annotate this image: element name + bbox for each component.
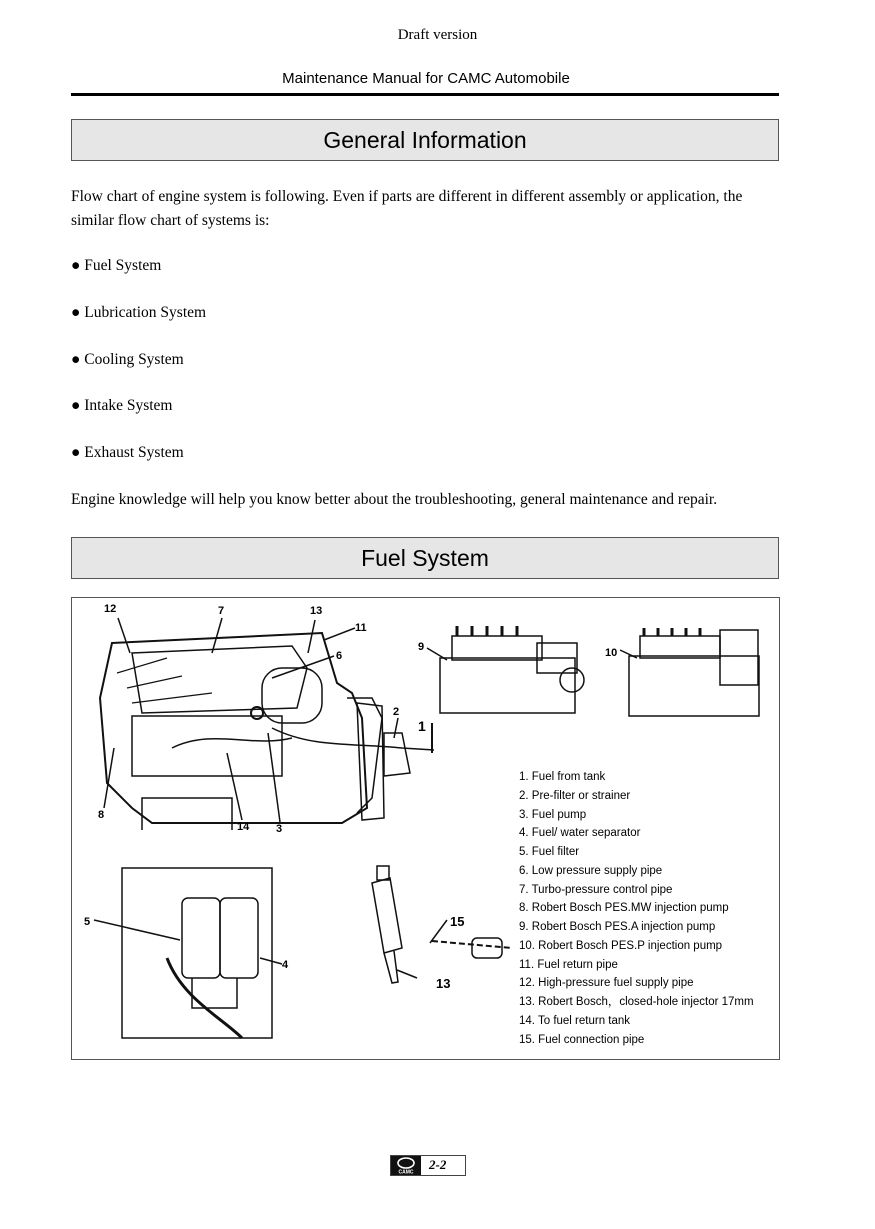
callout: 4 xyxy=(282,959,289,971)
bullet-exhaust-system: ● Exhaust System xyxy=(71,444,184,461)
legend-item: 13. Robert Bosch，closed-hole injector 17mm xyxy=(519,996,754,1008)
callout: 13 xyxy=(310,605,323,617)
header-rule xyxy=(71,93,779,96)
intro-paragraph: Flow chart of engine system is following. Even if parts are different in different assembly or application, the similar flow chart of systems is: xyxy=(71,188,743,229)
callout: 6 xyxy=(336,650,343,662)
callout: 15 xyxy=(450,914,465,929)
injection-pump-pes-a xyxy=(418,626,584,713)
callout: 2 xyxy=(393,706,400,718)
callout: 14 xyxy=(237,821,250,833)
legend-item: 11. Fuel return pipe xyxy=(519,958,618,971)
fuel-system-figure xyxy=(71,597,780,1060)
callout: 12 xyxy=(104,603,117,615)
legend-item: 6. Low pressure supply pipe xyxy=(519,864,663,877)
callout: 13 xyxy=(436,976,451,991)
callout: 1 xyxy=(418,718,426,734)
legend-item: 2. Pre-filter or strainer xyxy=(519,789,631,802)
draft-label: Draft version xyxy=(397,27,478,43)
engine-drawing xyxy=(100,618,434,830)
logo-text: CAMC xyxy=(398,1169,414,1175)
legend-item: 15. Fuel connection pipe xyxy=(519,1033,645,1046)
callout: 7 xyxy=(218,605,225,617)
legend-item: 3. Fuel pump xyxy=(519,808,587,821)
legend-item: 14. To fuel return tank xyxy=(519,1014,631,1027)
page-footer xyxy=(390,1155,466,1176)
bullet-cooling-system: ● Cooling System xyxy=(71,351,184,368)
engine-callouts xyxy=(98,603,426,835)
callout: 9 xyxy=(418,641,425,653)
callout: 8 xyxy=(98,809,105,821)
legend-item: 4. Fuel/ water separator xyxy=(519,827,641,840)
fuel-system-heading: Fuel System xyxy=(71,537,779,579)
callout: 5 xyxy=(84,916,91,928)
page-number: 2-2 xyxy=(429,1157,447,1172)
bullet-intake-system: ● Intake System xyxy=(71,397,173,414)
bullet-lubrication-system: ● Lubrication System xyxy=(71,304,207,321)
fuel-filter-assembly xyxy=(84,868,289,1038)
legend-item: 1. Fuel from tank xyxy=(519,771,606,783)
camc-logo-icon xyxy=(391,1156,421,1175)
legend-item: 12. High-pressure fuel supply pipe xyxy=(519,977,694,990)
outro-paragraph: Engine knowledge will help you know better about the troubleshooting, general maintenance and repair. xyxy=(71,491,718,508)
legend-item: 7. Turbo-pressure control pipe xyxy=(519,883,673,896)
legend-item: 9. Robert Bosch PES.A injection pump xyxy=(519,921,716,933)
injection-pump-pes-p xyxy=(605,628,759,716)
callout: 10 xyxy=(605,647,618,659)
fuel-system-legend xyxy=(519,768,754,1049)
legend-item: 5. Fuel filter xyxy=(519,846,580,858)
bullet-fuel-system: ● Fuel System xyxy=(71,257,162,274)
injector-drawing xyxy=(372,866,512,991)
callout: 3 xyxy=(276,823,283,835)
manual-title: Maintenance Manual for CAMC Automobile xyxy=(282,70,570,87)
legend-item: 8. Robert Bosch PES.MW injection pump xyxy=(519,902,729,915)
callout: 11 xyxy=(355,622,367,634)
legend-item: 10. Robert Bosch PES.P injection pump xyxy=(519,939,723,952)
general-information-heading: General Information xyxy=(71,119,779,161)
